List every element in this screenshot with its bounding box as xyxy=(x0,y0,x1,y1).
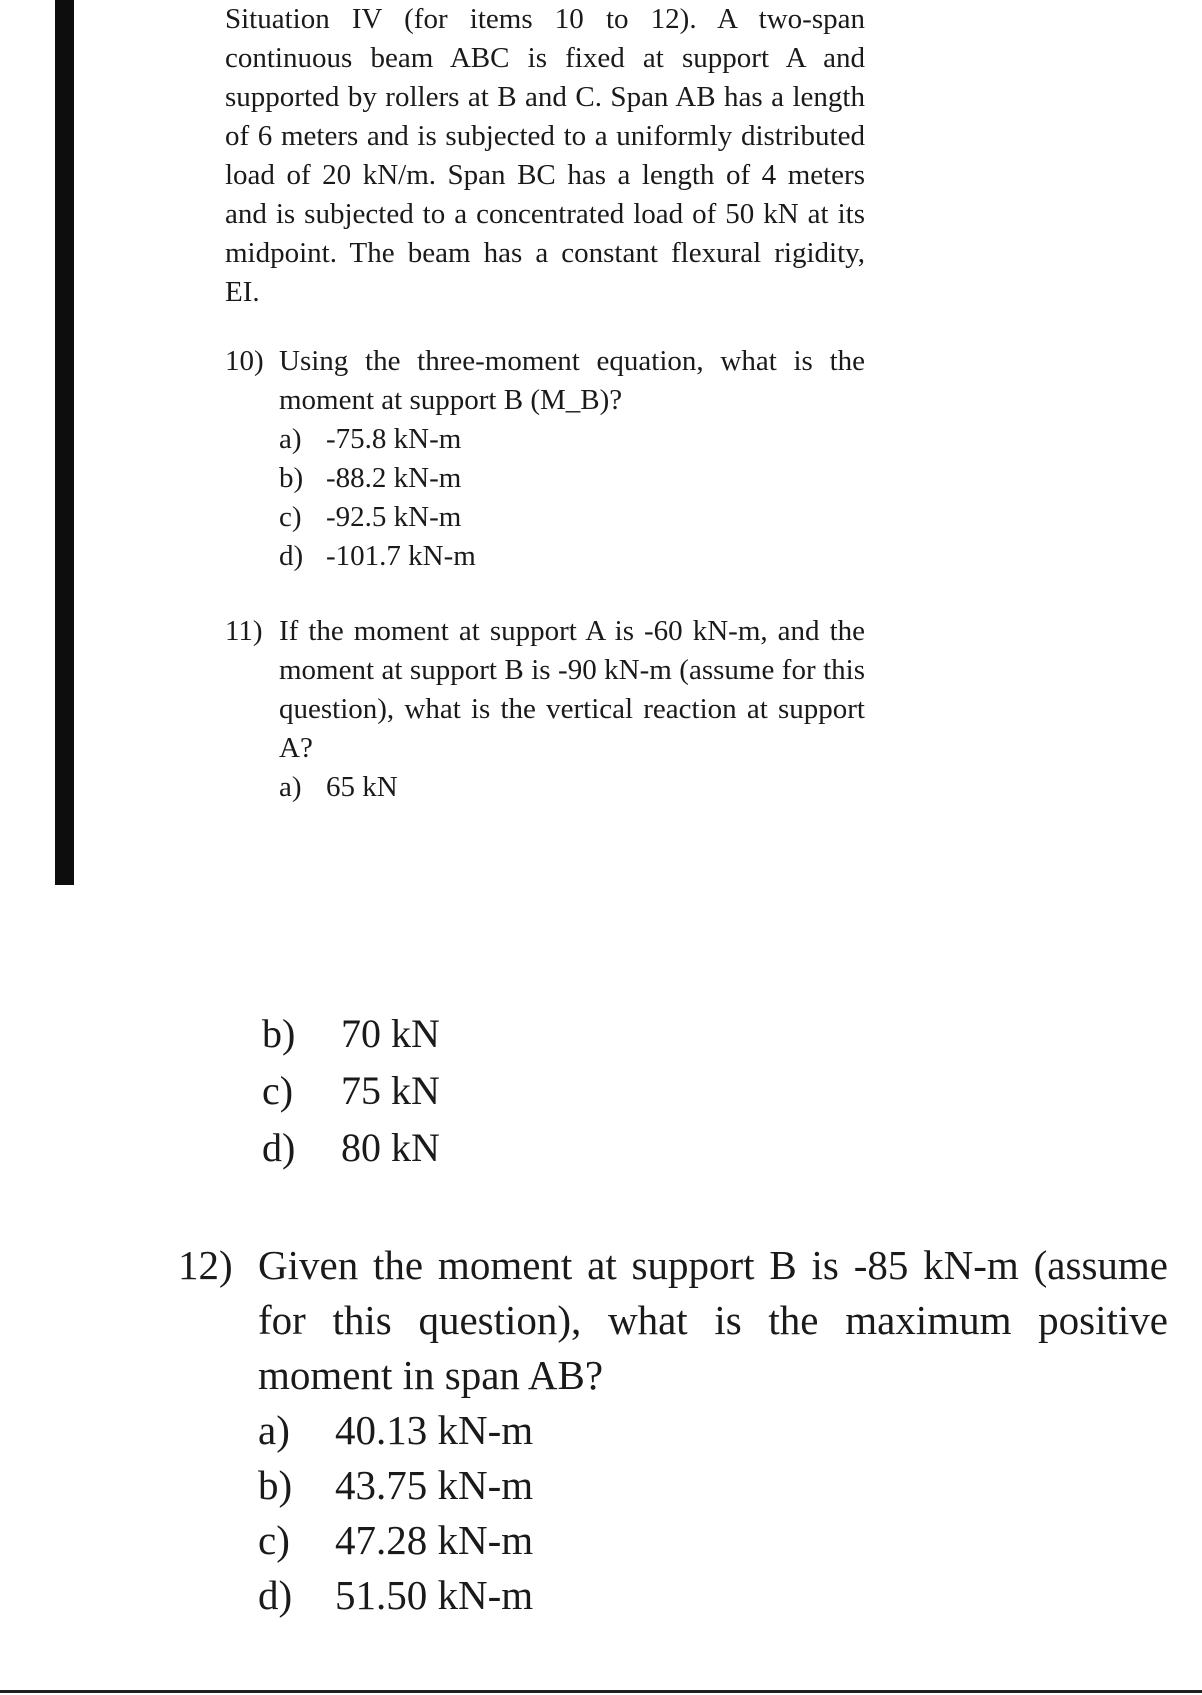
option-text: 80 kN xyxy=(341,1125,440,1170)
option-d[interactable] xyxy=(262,1119,662,1176)
option-c[interactable] xyxy=(258,1513,1168,1568)
option-text: -75.8 kN-m xyxy=(326,423,462,455)
option-letter: b) xyxy=(279,462,304,494)
question-10 xyxy=(225,342,865,576)
option-letter: a) xyxy=(279,771,302,803)
situation-paragraph xyxy=(225,0,865,312)
option-a[interactable] xyxy=(258,1403,1168,1458)
option-letter: d) xyxy=(262,1125,296,1170)
option-text: -92.5 kN-m xyxy=(326,501,462,533)
option-letter: c) xyxy=(262,1068,294,1113)
option-text: 70 kN xyxy=(341,1011,440,1056)
option-letter: a) xyxy=(258,1407,290,1453)
question-11-stem xyxy=(225,612,865,768)
option-d[interactable] xyxy=(279,537,865,576)
question-11-options-rest xyxy=(262,1005,662,1176)
question-11 xyxy=(225,612,865,807)
question-12-stem xyxy=(178,1238,1168,1403)
option-text: -88.2 kN-m xyxy=(326,462,462,494)
option-letter: b) xyxy=(262,1011,296,1056)
option-d[interactable] xyxy=(258,1568,1168,1623)
option-b[interactable] xyxy=(262,1005,662,1062)
option-text: 40.13 kN-m xyxy=(335,1407,534,1453)
question-text: Given the moment at support B is -85 kN-m (assume for this question), what is the maximum positive moment in span AB? xyxy=(258,1242,1168,1398)
question-text: Using the three-moment equation, what is the moment at support B (M_B)? xyxy=(279,345,865,416)
option-a[interactable] xyxy=(279,420,865,459)
option-a[interactable] xyxy=(279,768,865,807)
option-text: 51.50 kN-m xyxy=(335,1572,534,1618)
option-letter: b) xyxy=(258,1462,293,1508)
option-letter: d) xyxy=(279,540,304,572)
option-c[interactable] xyxy=(262,1062,662,1119)
question-number: 10) xyxy=(225,345,264,377)
option-text: 47.28 kN-m xyxy=(335,1517,534,1563)
question-number: 12) xyxy=(178,1242,233,1288)
bottom-divider xyxy=(0,1690,1202,1693)
option-letter: d) xyxy=(258,1572,293,1618)
question-12-options xyxy=(258,1403,1168,1623)
left-edge-bar xyxy=(55,0,74,885)
question-11-options-continued xyxy=(262,1005,662,1176)
question-10-stem xyxy=(225,342,865,420)
option-letter: a) xyxy=(279,423,302,455)
option-letter: c) xyxy=(258,1517,290,1563)
question-11-options xyxy=(279,768,865,807)
option-letter: c) xyxy=(279,501,302,533)
option-text: 65 kN xyxy=(326,771,398,803)
option-text: 75 kN xyxy=(341,1068,440,1113)
situation-text: Situation IV (for items 10 to 12). A two-span continuous beam ABC is fixed at support A and supported by rollers at B and C. Span AB has a length of 6 meters and is subjected to a uniformly distributed load of 20 kN/m. Span BC has a length of 4 meters and is subjected to a concentrated load of 50 kN at its midpoint. The beam has a constant flexural rigidity, EI. xyxy=(225,3,865,308)
option-b[interactable] xyxy=(258,1458,1168,1513)
option-text: 43.75 kN-m xyxy=(335,1462,534,1508)
option-b[interactable] xyxy=(279,459,865,498)
option-c[interactable] xyxy=(279,498,865,537)
question-10-options xyxy=(279,420,865,576)
question-text: If the moment at support A is -60 kN-m, and the moment at support B is -90 kN-m (assume for this question), what is the vertical reaction at support A? xyxy=(279,615,865,764)
question-number: 11) xyxy=(225,615,263,647)
option-text: -101.7 kN-m xyxy=(326,540,476,572)
question-12 xyxy=(178,1238,1168,1623)
